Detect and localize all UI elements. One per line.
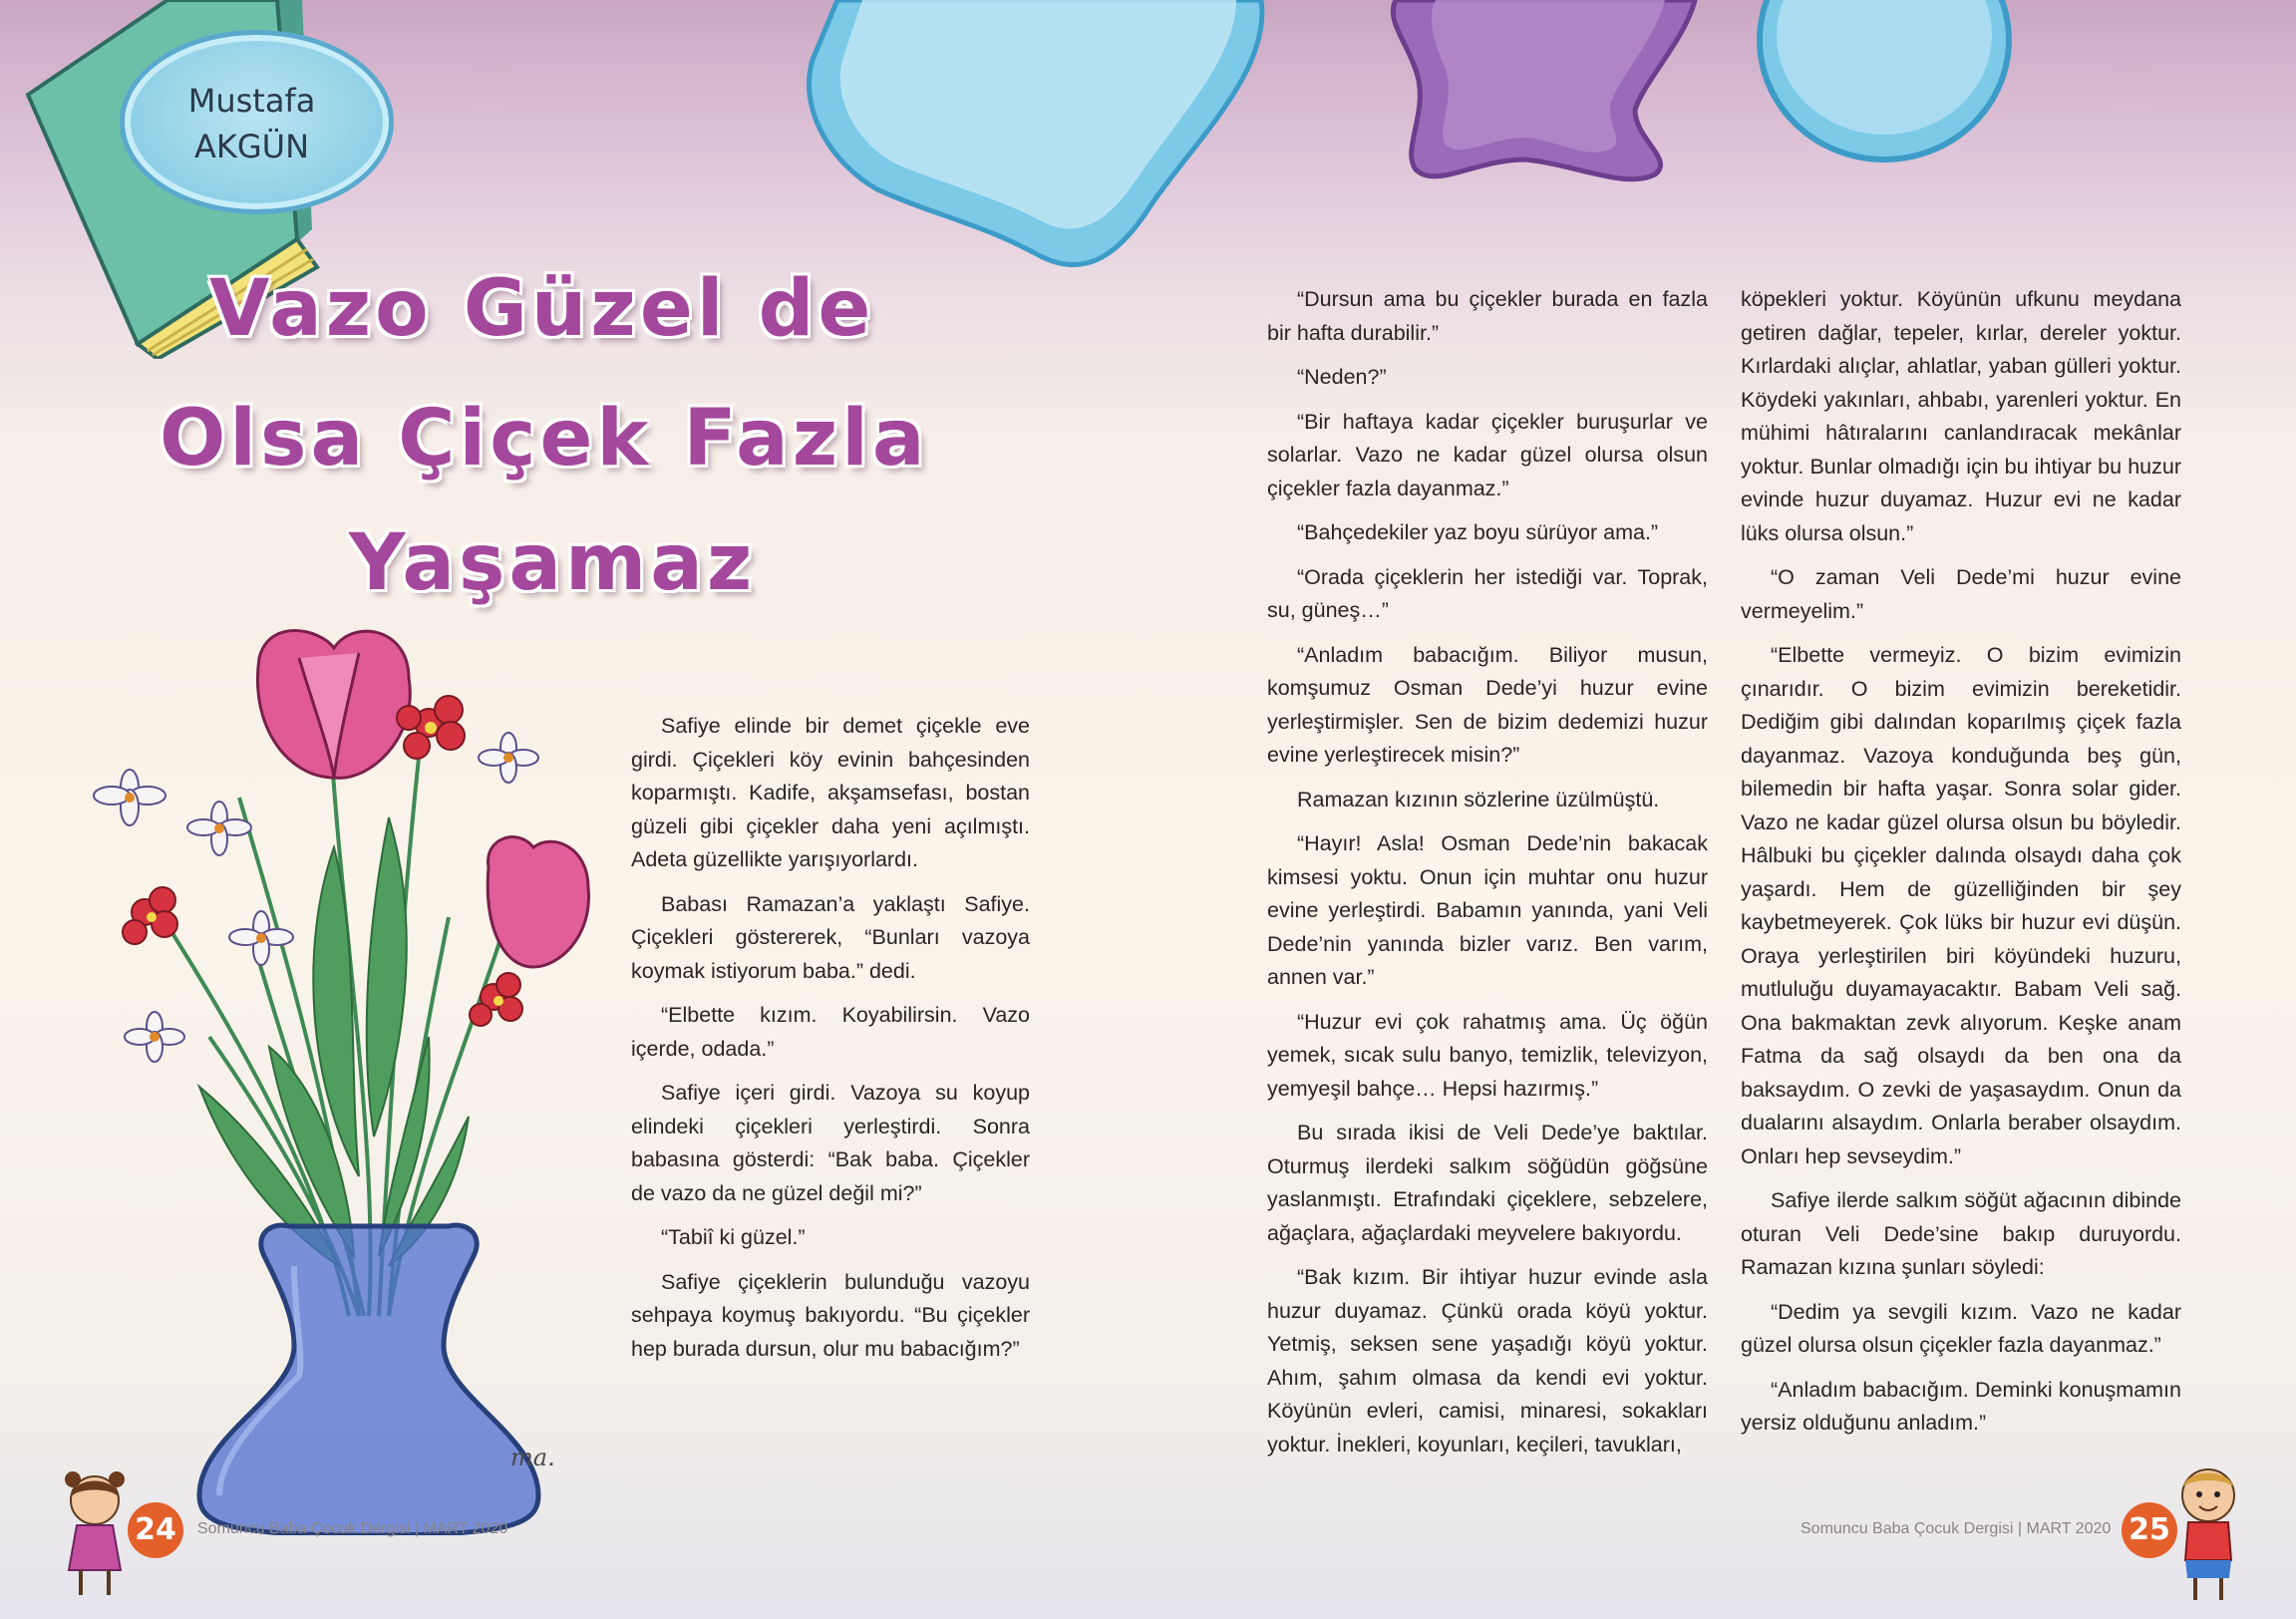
paragraph: Babası Ramazan’a yaklaştı Safiye. Çiçekleri göstererek, “Bunları vazoya koymak istiyorum baba.” dedi. bbox=[631, 891, 1030, 983]
paragraph: Safiye çiçeklerin bulunduğu vazoyu sehpaya koymuş bakıyordu. “Bu çiçekler hep burada dursun, olur mu babacığım?” bbox=[631, 1269, 1030, 1361]
author-last-name: AKGÜN bbox=[193, 128, 310, 165]
article-title-line-3: Yaşamaz bbox=[349, 518, 757, 608]
footer-right-text: Somuncu Baba Çocuk Dergisi | MART 2020 bbox=[1801, 1520, 2112, 1537]
paragraph: “Bahçedekiler yaz boyu sürüyor ama.” bbox=[1297, 520, 1659, 544]
paragraph: “Orada çiçeklerin her istediği var. Toprak, su, güneş…” bbox=[1267, 564, 1708, 622]
paragraph: “O zaman Veli Dede’mi huzur evine vermeyelim.” bbox=[1741, 565, 2181, 623]
artist-signature: ma. bbox=[510, 1444, 555, 1471]
paragraph: Ramazan kızının sözlerine üzülmüştü. bbox=[1297, 787, 1660, 811]
paragraph: “Neden?” bbox=[1297, 365, 1387, 389]
page-number-left: 24 bbox=[128, 1502, 183, 1558]
pink-tulip-right bbox=[488, 837, 588, 967]
paragraph: “Anladım babacığım. Deminki konuşmamın yersiz olduğunu anladım.” bbox=[1741, 1377, 2181, 1435]
paragraph: “Bir haftaya kadar çiçekler buruşurlar ve solarlar. Vazo ne kadar güzel olursa olsun çiçekler fazla dayanmaz.” bbox=[1267, 409, 1708, 500]
paragraph: Safiye elinde bir demet çiçekle eve girdi. Çiçekleri köy evinin bahçesinden koparmıştı. Kadife, akşamsefası, bostan güzeli gibi çiçekler daha yeni açılmıştı. Adeta güzellikte yarışıyorlardı. bbox=[631, 714, 1030, 871]
paragraph: “Huzur evi çok rahatmış ama. Üç öğün yemek, sıcak sulu banyo, temizlik, televizyon, yemyeşil bahçe… Hepsi hazırmış.” bbox=[1267, 1009, 1708, 1101]
blue-vase bbox=[199, 1225, 538, 1535]
paragraph: Safiye içeri girdi. Vazoya su koyup elindeki çiçekleri yerleştirdi. Sonra babasına gösterdi: “Bak baba. Çiçekler de vazo da ne güzel değil mi?” bbox=[631, 1081, 1030, 1205]
paragraph: “Bak kızım. Bir ihtiyar huzur evinde asla huzur duyamaz. Çünkü orada köyü yoktur. Yetmiş, seksen sene yaşadığı köyü yoktur. Ahım, şahım olmasa da kendi evi yoktur. Köyünün evleri, camisi, minaresi, sokakları yoktur. İnekleri, koyunları, keçileri, tavukları, bbox=[1267, 1265, 1708, 1457]
paragraph: “Dedim ya sevgili kızım. Vazo ne kadar güzel olursa olsun çiçekler fazla dayanmaz.” bbox=[1741, 1299, 2181, 1357]
text-column-2 bbox=[1267, 283, 1708, 1472]
paragraph: “Dursun ama bu çiçekler burada en fazla bir hafta durabilir.” bbox=[1267, 287, 1708, 345]
paragraph: “Elbette kızım. Koyabilirsin. Vazo içerde, odada.” bbox=[631, 1003, 1030, 1061]
boy-mascot-icon bbox=[2163, 1460, 2253, 1605]
article-title-line-1: Vazo Güzel de bbox=[209, 264, 875, 354]
text-column-3 bbox=[1741, 283, 2181, 1452]
author-first-name: Mustafa bbox=[187, 82, 316, 120]
author-badge bbox=[120, 30, 394, 214]
paragraph: Safiye ilerde salkım söğüt ağacının dibinde oturan Veli Dede’sine bakıp duruyordu. Ramazan kızına şunları söyledi: bbox=[1741, 1188, 2181, 1279]
paragraph: köpekleri yoktur. Köyünün ufkunu meydana getiren dağlar, tepeler, kırlar, dereler yoktur. Kırlardaki alıçlar, ahlatlar, yaban gülleri yoktur. Köydeki yakınları, ahbabı, yarenleri yoktur. En mühimi hâtıralarını canlandıracak mekânlar yoktur. Bunlar olmadığı için bu ihtiyar bu huzur evinde huzur duyamaz. Huzur evi ne kadar lüks olursa olsun.” bbox=[1741, 287, 2181, 545]
paragraph: Bu sırada ikisi de Veli Dede’ye baktılar. Oturmuş ilerdeki salkım söğüdün göğsüne yaslanmıştı. Etrafındaki çiçeklere, sebzelere, ağaçlara, ağaçlardaki meyvelere bakıyordu. bbox=[1267, 1121, 1708, 1245]
pink-tulip-top bbox=[257, 631, 410, 779]
page-number-right: 25 bbox=[2122, 1502, 2177, 1558]
article-title-line-2: Olsa Çiçek Fazla bbox=[160, 394, 929, 484]
girl-mascot-icon bbox=[55, 1465, 135, 1605]
paragraph: “Tabiî ki güzel.” bbox=[661, 1225, 806, 1249]
text-column-1 bbox=[631, 710, 1030, 1377]
flower-vase-illustration bbox=[90, 618, 648, 1535]
paragraph: “Elbette vermeyiz. O bizim evimizin çınarıdır. O bizim evimizin bereketidir. Dediğim gibi dalından koparılmış çiçek fazla dayanmaz. Vazoya konduğunda beş gün, bilemedin bir hafta yaşar. Sonra solar gider. Vazo ne kadar güzel olursa olsun bu böyledir. Hâlbuki bu çiçekler dalında olsaydı daha çok yaşardı. Hem de güzelliğinden bir şey kaybetmeyerek. Çok lüks bir huzur evi düşün. Oraya yerleştirilen biri köyündeki huzuru, mutluluğu duyamayacaktır. Babam Veli sağ. Ona bakmaktan zevk alıyorum. Keşke anam Fatma da sağ olsaydı da ben ona da baksaydım. O zevki de yaşasaydım. Onun da dualarını alsaydım. Onlarla beraber olsaydım. Onları hep sevseydim.” bbox=[1741, 643, 2181, 1168]
paragraph: “Anladım babacığım. Biliyor musun, komşumuz Osman Dede’yi huzur evine yerleştirmişler. Sen de bizim dedemizi huzur evine yerleştirecek misin?” bbox=[1267, 642, 1708, 767]
footer-left-text: Somuncu Baba Çocuk Dergisi | MART 2020 bbox=[197, 1520, 508, 1537]
paragraph: “Hayır! Asla! Osman Dede’nin bakacak kimsesi yoktu. Onun için muhtar onu huzur evine yerleştirdi. Babamın yanında, yani Veli Dede’nin yanında bizler varız. Ben varım, annen var.” bbox=[1267, 831, 1708, 989]
